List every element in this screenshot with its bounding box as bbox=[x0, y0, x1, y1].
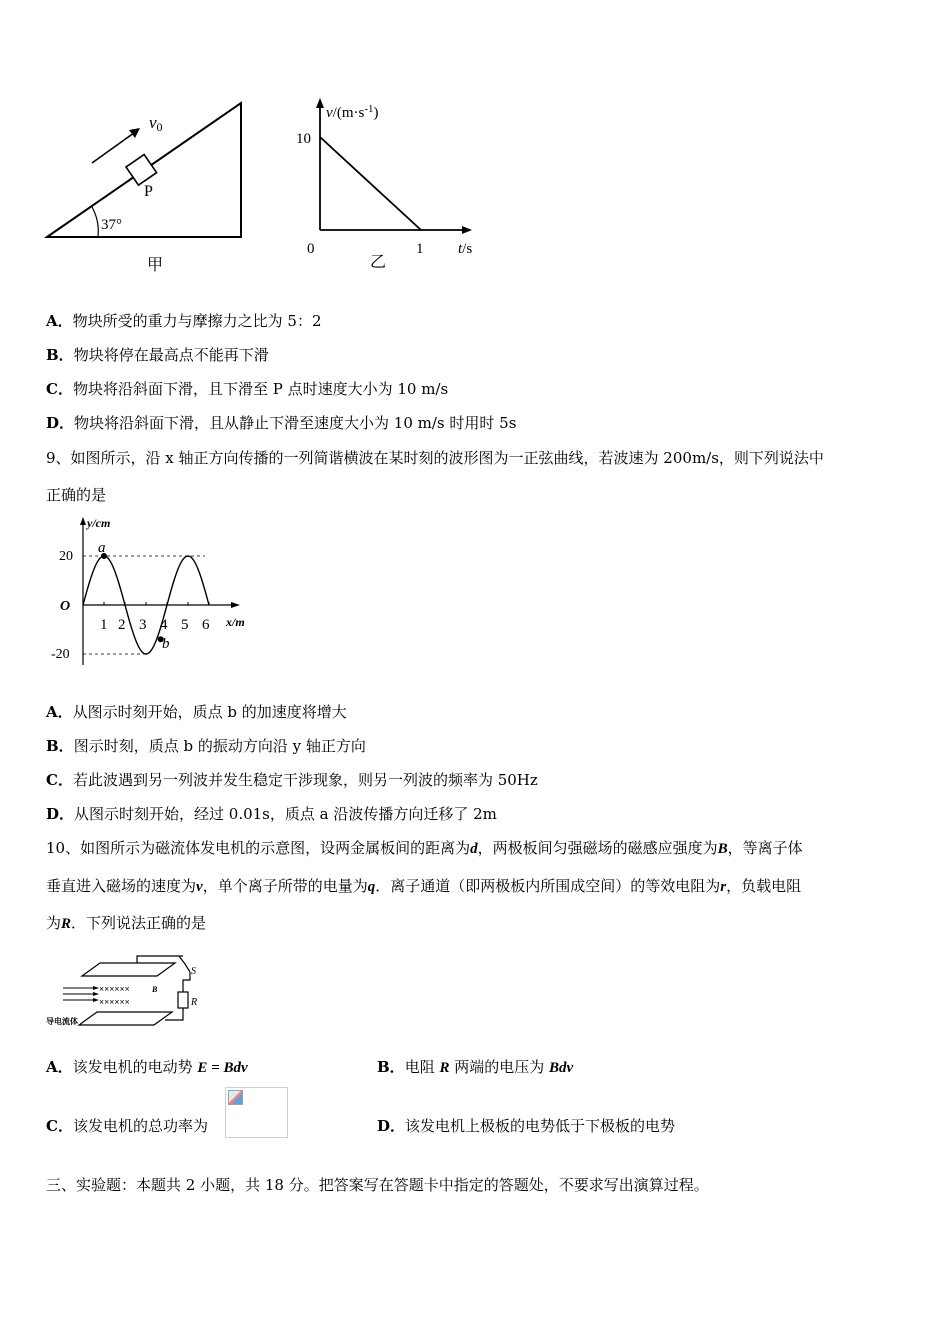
q8-option-b: B．物块将停在最高点不能再下滑 bbox=[46, 346, 269, 364]
wave-x-axis-label: x/m bbox=[226, 615, 245, 629]
section3-heading: 三、实验题：本题共 2 小题，共 18 分。把答案写在答题卡中指定的答题处，不要求写出演算过程。 bbox=[46, 1176, 709, 1194]
field-label: B bbox=[152, 985, 158, 994]
wave-figure bbox=[50, 515, 260, 675]
vt-origin: 0 bbox=[307, 241, 315, 257]
block bbox=[126, 155, 157, 186]
q9-option-c: C．若此波遇到另一列波并发生稳定干涉现象，则另一列波的频率为 50Hz bbox=[46, 771, 538, 789]
fluid-label: 导电流体 bbox=[46, 1017, 78, 1026]
wave-x-tick-6: 6 bbox=[202, 617, 210, 633]
vt-y-axis-label: $v/(m\cdot s^{-1})$ bbox=[326, 103, 379, 121]
q8-option-a: A．物块所受的重力与摩擦力之比为 5：2 bbox=[46, 312, 322, 330]
vt-y-tick-10: 10 bbox=[296, 131, 311, 147]
angle-label: 37° bbox=[101, 217, 122, 233]
vt-graph bbox=[290, 95, 490, 265]
q10-option-d: D．该发电机上极板的电势低于下极板的电势 bbox=[377, 1117, 676, 1135]
upper-plate bbox=[82, 963, 175, 976]
q8-option-c: C．物块将沿斜面下滑，且下滑至 P 点时速度大小为 10 m/s bbox=[46, 380, 449, 398]
q10-stem-line1: 10、如图所示为磁流体发电机的示意图，设两金属板间的距离为d，两极板间匀强磁场的磁感应强度为B，等离子体 bbox=[46, 839, 803, 857]
vt-x-axis-label: t/s bbox=[458, 241, 473, 257]
vt-y-arrowhead bbox=[316, 98, 324, 108]
resistor-label: R bbox=[191, 997, 198, 1008]
v0-arrow bbox=[92, 130, 138, 163]
vt-x-arrowhead bbox=[462, 226, 472, 234]
figure-caption-jia: 甲 bbox=[147, 255, 164, 274]
q9-option-a: A．从图示时刻开始，质点 b 的加速度将增大 bbox=[46, 703, 347, 721]
point-p-label: P bbox=[144, 183, 153, 200]
incline-figure bbox=[40, 95, 240, 275]
point-a-label: a bbox=[98, 540, 106, 556]
q10-option-a: A．该发电机的电动势 E = Bdv bbox=[46, 1058, 248, 1076]
wave-origin-label: O bbox=[60, 599, 71, 614]
q9-option-b: B．图示时刻，质点 b 的振动方向沿 y 轴正方向 bbox=[46, 737, 366, 755]
wave-x-tick-4: 4 bbox=[160, 617, 168, 633]
angle-arc bbox=[92, 207, 98, 237]
wave-y-neg-label: -20 bbox=[51, 647, 70, 662]
q9-option-d: D．从图示时刻开始，经过 0.01s，质点 a 沿波传播方向迁移了 2m bbox=[46, 805, 497, 823]
field-crosses-row2: ×××××× bbox=[99, 997, 130, 1007]
q10-stem-line2: 垂直进入磁场的速度为v，单个离子所带的电量为q．离子通道（即两极板内所围成空间）的等效电阻为r，负载电阻 bbox=[46, 877, 802, 895]
wave-x-tick-2: 2 bbox=[118, 617, 126, 633]
q10-option-b: B．电阻 R 两端的电压为 Bdv bbox=[377, 1058, 574, 1076]
q10-option-c: C．该发电机的总功率为 bbox=[46, 1117, 208, 1135]
wave-y-arrowhead bbox=[80, 517, 86, 525]
wave-x-tick-1: 1 bbox=[100, 617, 108, 633]
wave-x-tick-5: 5 bbox=[181, 617, 189, 633]
v0-label: v0 bbox=[149, 113, 163, 134]
mhd-generator-figure bbox=[45, 950, 205, 1035]
q9-stem-line2: 正确的是 bbox=[46, 486, 107, 504]
load-resistor bbox=[178, 992, 188, 1008]
missing-formula-image bbox=[225, 1087, 288, 1138]
wave-y-axis-label: y/cm bbox=[87, 516, 111, 530]
q10-stem-line3: 为R．下列说法正确的是 bbox=[46, 914, 207, 932]
figure-caption-yi: 乙 bbox=[370, 252, 387, 271]
field-crosses-row1: ×××××× bbox=[99, 984, 130, 994]
q9-stem-line1: 9、如图所示，沿 x 轴正方向传播的一列简谐横波在某时刻的波形图为一正弦曲线，若波速为 200m/s，则下列说法中 bbox=[46, 449, 824, 467]
wave-x-arrowhead bbox=[231, 602, 240, 608]
v0-arrowhead bbox=[129, 128, 140, 138]
point-b-label: b bbox=[162, 636, 170, 652]
q8-option-d: D．物块将沿斜面下滑，且从静止下滑至速度大小为 10 m/s 时用时 5s bbox=[46, 414, 517, 432]
broken-image-icon bbox=[228, 1090, 243, 1105]
vt-x-tick-1: 1 bbox=[416, 241, 424, 257]
switch-label: S bbox=[191, 966, 196, 977]
wave-x-tick-3: 3 bbox=[139, 617, 147, 633]
wave-y-pos-label: 20 bbox=[59, 549, 73, 564]
vt-data-line bbox=[320, 137, 421, 230]
lower-plate bbox=[79, 1012, 172, 1025]
